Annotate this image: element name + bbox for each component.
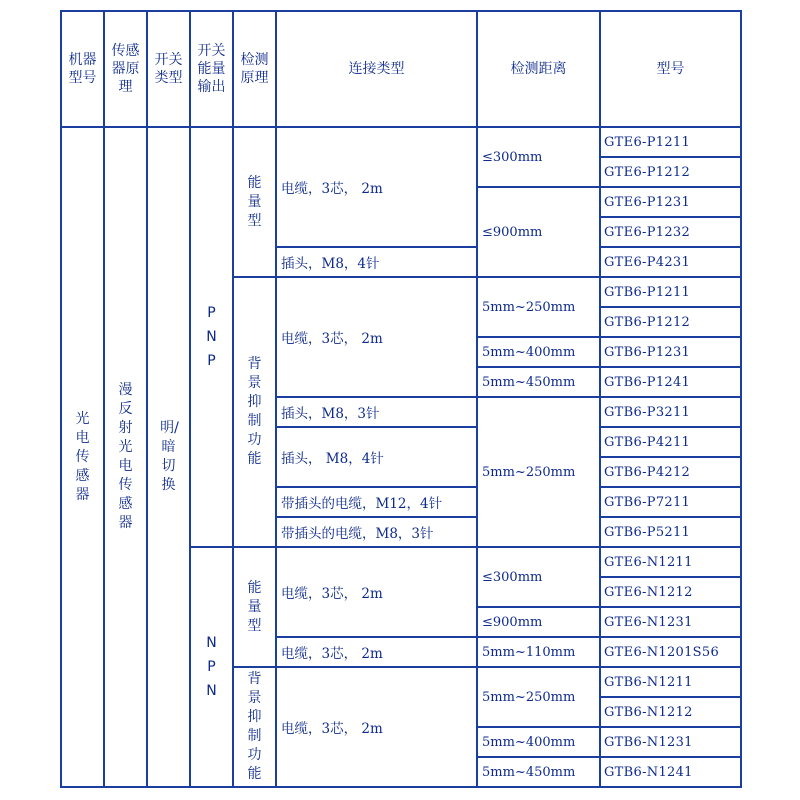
model-cell: GTE6-P1232 (600, 217, 741, 247)
connection-cell: 插头，M8，4针 (276, 247, 477, 277)
connection-cell: 电缆，3芯， 2m (276, 667, 477, 787)
principle-energy-npn-cell: 能量型 (233, 547, 276, 667)
output-npn-cell: NPN (190, 547, 233, 787)
model-cell: GTB6-P1212 (600, 307, 741, 337)
header-detect-principle: 检测原理 (233, 11, 276, 127)
model-cell: GTE6-P1212 (600, 157, 741, 187)
header-row (61, 11, 741, 127)
distance-cell: 5mm~250mm (477, 667, 600, 727)
header-machine-type: 机器型号 (61, 11, 104, 127)
connection-cell: 电缆，3芯， 2m (276, 277, 477, 397)
model-cell: GTE6-N1211 (600, 547, 741, 577)
distance-cell: 5mm~400mm (477, 727, 600, 757)
distance-cell: 5mm~250mm (477, 397, 600, 547)
model-cell: GTB6-P7211 (600, 487, 741, 517)
model-cell: GTB6-N1231 (600, 727, 741, 757)
model-cell: GTE6-N1201S56 (600, 637, 741, 667)
model-cell: GTB6-P4212 (600, 457, 741, 487)
product-spec-sheet (60, 10, 742, 788)
distance-cell: 5mm~110mm (477, 637, 600, 667)
header-model: 型号 (600, 11, 741, 127)
sensor-model-table (60, 10, 742, 788)
connection-cell: 插头，M8，3针 (276, 397, 477, 427)
model-cell: GTB6-N1241 (600, 757, 741, 787)
model-cell: GTB6-P4211 (600, 427, 741, 457)
header-switch-type: 开关类型 (147, 11, 190, 127)
model-cell: GTE6-P1231 (600, 187, 741, 217)
distance-cell: 5mm~450mm (477, 367, 600, 397)
machine-type-cell: 光电传感器 (61, 127, 104, 787)
header-detect-distance: 检测距离 (477, 11, 600, 127)
header-sensor-principle: 传感器原理 (104, 11, 147, 127)
connection-cell: 电缆，3芯， 2m (276, 127, 477, 247)
principle-bg-pnp-cell: 背景抑制功能 (233, 277, 276, 547)
connection-cell: 带插头的电缆，M8，3针 (276, 517, 477, 547)
model-cell: GTE6-P4231 (600, 247, 741, 277)
distance-cell: 5mm~450mm (477, 757, 600, 787)
distance-cell: ≤900mm (477, 187, 600, 277)
distance-cell: ≤900mm (477, 607, 600, 637)
model-cell: GTE6-N1212 (600, 577, 741, 607)
model-cell: GTB6-P3211 (600, 397, 741, 427)
model-cell: GTB6-N1211 (600, 667, 741, 697)
principle-bg-npn-cell: 背景抑制功能 (233, 667, 276, 787)
header-connection-type: 连接类型 (276, 11, 477, 127)
principle-energy-pnp-cell: 能量型 (233, 127, 276, 277)
connection-cell: 带插头的电缆，M12，4针 (276, 487, 477, 517)
connection-cell: 电缆，3芯， 2m (276, 637, 477, 667)
model-cell: GTB6-P1211 (600, 277, 741, 307)
distance-cell: ≤300mm (477, 127, 600, 187)
model-cell: GTB6-N1212 (600, 697, 741, 727)
output-pnp-cell: PNP (190, 127, 233, 547)
table-row (61, 127, 741, 157)
model-cell: GTB6-P1231 (600, 337, 741, 367)
model-cell: GTE6-P1211 (600, 127, 741, 157)
connection-cell: 电缆，3芯， 2m (276, 547, 477, 637)
model-cell: GTE6-N1231 (600, 607, 741, 637)
distance-cell: ≤300mm (477, 547, 600, 607)
switch-type-cell: 明/暗切换 (147, 127, 190, 787)
sensor-principle-cell: 漫反射光电传感器 (104, 127, 147, 787)
connection-cell: 插头， M8，4针 (276, 427, 477, 487)
distance-cell: 5mm~400mm (477, 337, 600, 367)
header-switch-output: 开关能量输出 (190, 11, 233, 127)
model-cell: GTB6-P5211 (600, 517, 741, 547)
model-cell: GTB6-P1241 (600, 367, 741, 397)
distance-cell: 5mm~250mm (477, 277, 600, 337)
